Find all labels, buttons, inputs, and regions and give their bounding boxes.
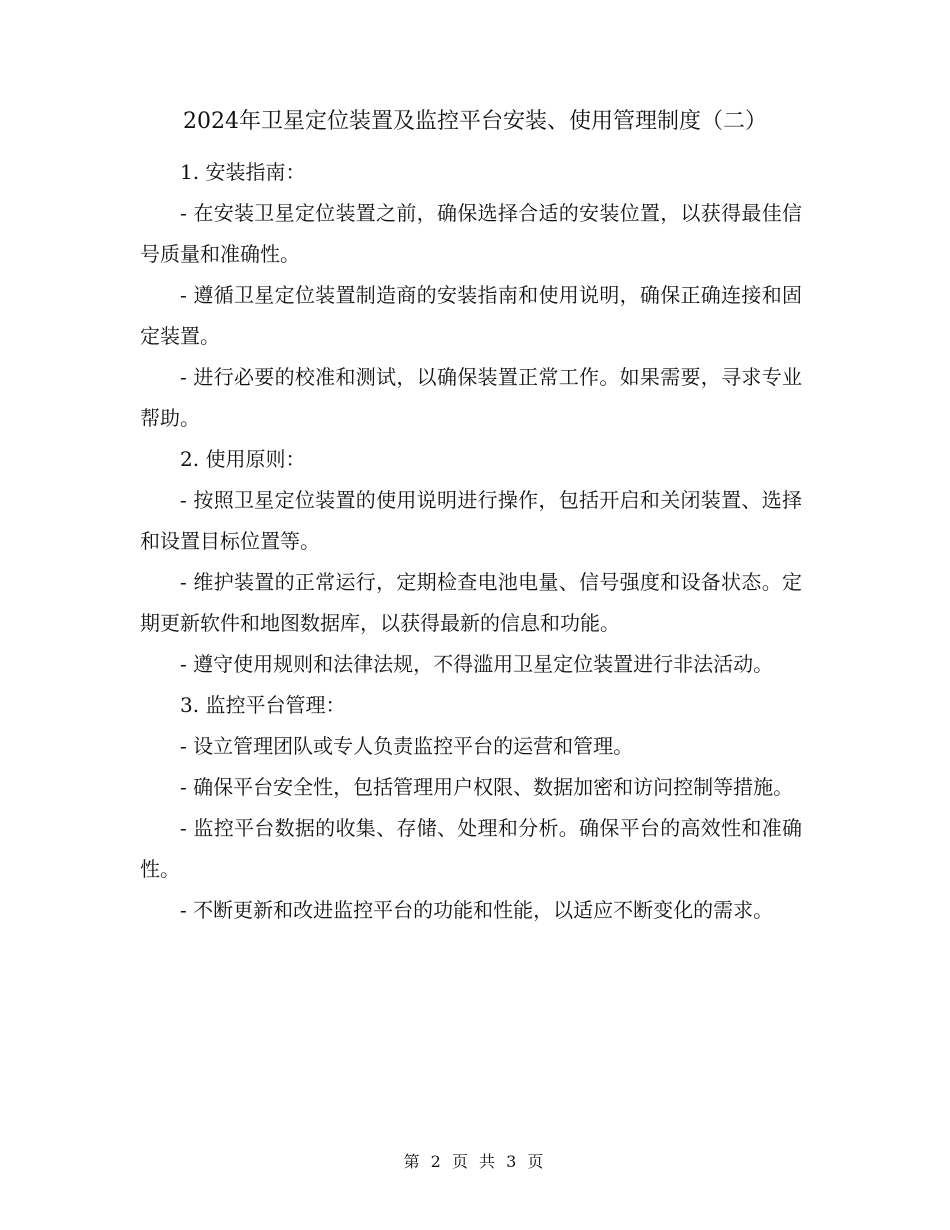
paragraph: - 设立管理团队或专人负责监控平台的运营和管理。: [180, 734, 634, 758]
paragraph: - 维护装置的正常运行，定期检查电池电量、信号强度和设备状态。定期更新软件和地图数据库，以获得最新的信息和功能。: [140, 570, 802, 635]
paragraph: - 遵循卫星定位装置制造商的安装指南和使用说明，确保正确连接和固定装置。: [140, 283, 802, 348]
document-body: [140, 152, 802, 931]
paragraph: - 在安装卫星定位装置之前，确保选择合适的安装位置，以获得最佳信号质量和准确性。: [140, 201, 802, 266]
section-heading-platform: 3. 监控平台管理：: [180, 693, 346, 717]
paragraph: - 遵守使用规则和法律法规，不得滥用卫星定位装置进行非法活动。: [180, 652, 774, 676]
section-heading-installation: 1. 安装指南：: [180, 160, 306, 184]
document-title: 2024年卫星定位装置及监控平台安装、使用管理制度（二）: [183, 109, 767, 134]
paragraph: - 确保平台安全性，包括管理用户权限、数据加密和访问控制等措施。: [180, 775, 794, 799]
paragraph: - 按照卫星定位装置的使用说明进行操作，包括开启和关闭装置、选择和设置目标位置等。: [140, 488, 802, 553]
paragraph: - 不断更新和改进监控平台的功能和性能，以适应不断变化的需求。: [180, 898, 774, 922]
paragraph: - 进行必要的校准和测试，以确保装置正常工作。如果需要，寻求专业帮助。: [140, 365, 802, 430]
section-heading-usage: 2. 使用原则：: [180, 447, 306, 471]
paragraph: - 监控平台数据的收集、存储、处理和分析。确保平台的高效性和准确性。: [140, 816, 802, 881]
page-number-footer: 第 2 页 共 3 页: [403, 1152, 547, 1171]
